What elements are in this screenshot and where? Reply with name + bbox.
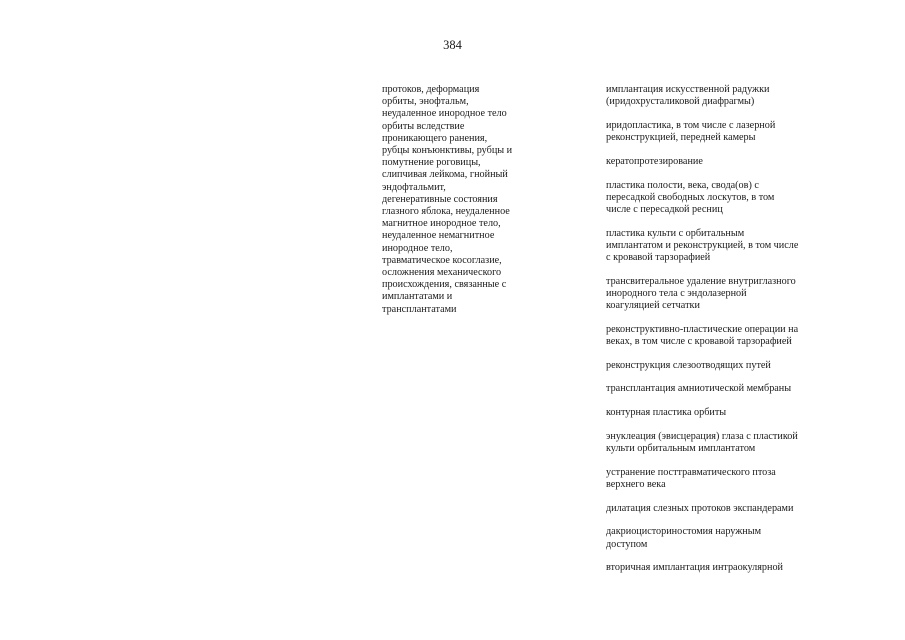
procedure-line: энуклеация (эвисцерация) глаза с пластикой bbox=[606, 430, 798, 442]
procedure-line: имплантатом и реконструкцией, в том числе bbox=[606, 239, 799, 251]
procedure-entry bbox=[606, 360, 821, 372]
procedure-entry bbox=[606, 180, 821, 217]
diagnosis-line: трансплантатами bbox=[382, 303, 457, 315]
right-column-procedures bbox=[606, 84, 821, 586]
procedure-line: вторичная имплантация интраокулярной bbox=[606, 562, 783, 574]
diagnosis-line: магнитное инородное тело, bbox=[382, 218, 501, 230]
procedure-entry bbox=[606, 431, 821, 455]
diagnosis-line: помутнение роговицы, bbox=[382, 157, 481, 169]
diagnosis-line: эндофтальмит, bbox=[382, 181, 446, 193]
diagnosis-line: проникающего ранения, bbox=[382, 132, 488, 144]
procedure-entry bbox=[606, 276, 821, 313]
left-column-diagnosis bbox=[382, 84, 532, 316]
procedure-entry bbox=[606, 228, 821, 265]
diagnosis-line: глазного яблока, неудаленное bbox=[382, 206, 510, 218]
procedure-entry bbox=[606, 84, 821, 108]
procedure-entry bbox=[606, 562, 821, 574]
procedure-line: коагуляцией сетчатки bbox=[606, 300, 700, 312]
procedure-line: реконструкция слезоотводящих путей bbox=[606, 359, 771, 371]
procedure-entry bbox=[606, 324, 821, 348]
procedure-line: доступом bbox=[606, 538, 648, 550]
diagnosis-line: неудаленное немагнитное bbox=[382, 230, 495, 242]
diagnosis-line: протоков, деформация bbox=[382, 84, 480, 95]
diagnosis-line: происхождения, связанные с bbox=[382, 279, 507, 291]
diagnosis-line: инородное тело, bbox=[382, 242, 453, 254]
procedure-line: культи орбитальным имплантатом bbox=[606, 443, 756, 455]
diagnosis-line: травматическое косоглазие, bbox=[382, 254, 502, 266]
procedure-line: имплантация искусственной радужки bbox=[606, 84, 770, 95]
procedure-line: иридопластика, в том числе с лазерной bbox=[606, 119, 776, 131]
procedure-line: инородного тела с эндолазерной bbox=[606, 287, 747, 299]
procedure-line: пластика культи с орбитальным bbox=[606, 227, 745, 239]
procedure-entry bbox=[606, 156, 821, 168]
procedure-entry bbox=[606, 526, 821, 550]
diagnosis-line: слипчивая лейкома, гнойный bbox=[382, 169, 508, 181]
diagnosis-line: имплантатами и bbox=[382, 291, 453, 303]
procedure-line: числе с пересадкой ресниц bbox=[606, 203, 723, 215]
procedure-entry bbox=[606, 503, 821, 515]
procedure-entry bbox=[606, 407, 821, 419]
procedure-line: веках, в том числе с кровавой тарзорафией bbox=[606, 336, 792, 348]
procedure-line: (иридохрусталиковой диафрагмы) bbox=[606, 96, 755, 108]
diagnosis-line: орбиты вследствие bbox=[382, 120, 465, 132]
procedure-line: реконструкцией, передней камеры bbox=[606, 132, 756, 144]
diagnosis-line: орбиты, энофтальм, bbox=[382, 96, 469, 108]
diagnosis-line: неудаленное инородное тело bbox=[382, 108, 507, 120]
procedure-line: трансплантация амниотической мембраны bbox=[606, 383, 792, 395]
procedure-line: реконструктивно-пластические операции на bbox=[606, 323, 799, 335]
page-number: 384 bbox=[443, 38, 462, 52]
procedure-entry bbox=[606, 120, 821, 144]
procedure-line: трансвитеральное удаление внутриглазного bbox=[606, 275, 796, 287]
diagnosis-line: рубцы конъюнктивы, рубцы и bbox=[382, 145, 513, 157]
procedure-line: пластика полости, века, свода(ов) с bbox=[606, 179, 759, 191]
procedure-line: с кровавой тарзорафией bbox=[606, 252, 711, 264]
procedure-line: устранение посттравматического птоза bbox=[606, 466, 776, 478]
procedure-line: верхнего века bbox=[606, 478, 666, 490]
procedure-line: контурная пластика орбиты bbox=[606, 407, 727, 419]
diagnosis-line: осложнения механического bbox=[382, 267, 502, 279]
procedure-line: кератопротезирование bbox=[606, 155, 703, 167]
diagnosis-line: дегенеративные состояния bbox=[382, 193, 498, 205]
procedure-line: пересадкой свободных лоскутов, в том bbox=[606, 191, 775, 203]
procedure-line: дакриоцисториностомия наружным bbox=[606, 526, 762, 538]
procedure-entry bbox=[606, 383, 821, 395]
procedure-entry bbox=[606, 467, 821, 491]
procedure-line: дилатация слезных протоков экспандерами bbox=[606, 502, 794, 514]
